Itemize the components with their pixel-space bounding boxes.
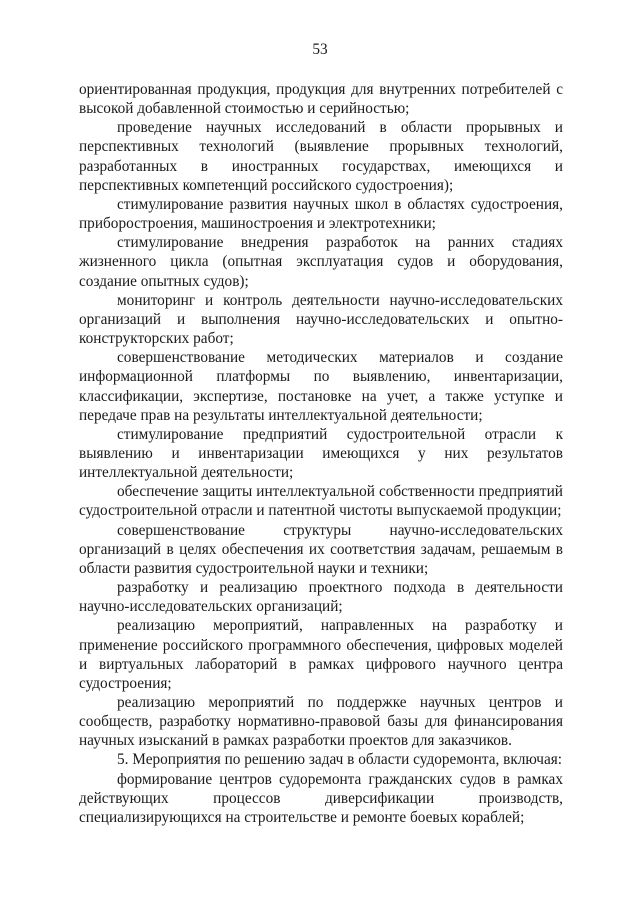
paragraph-scientific-schools: стимулирование развития научных школ в областях судостроения, приборостроения, машиностроения и электротехники;: [79, 195, 563, 233]
section-heading-ship-repair: 5. Мероприятия по решению задач в области судоремонта, включая:: [117, 751, 563, 769]
paragraph-early-stage-development: стимулирование внедрения разработок на ранних стадиях жизненного цикла (опытная эксплуатация судов и оборудования, создание опытных судов);: [79, 234, 563, 290]
paragraph-monitoring: мониторинг и контроль деятельности научно-исследовательских организаций и выполнения научно-исследовательских и опытно-конструкторских работ;: [79, 291, 563, 348]
paragraph-structure-improvement: совершенствование структуры научно-исследовательских организаций в целях обеспечения их соответствия задачам, решаемым в области развития судостроительной науки и техники;: [79, 521, 563, 577]
paragraph-methodical-materials: совершенствование методических материалов и создание информационной платформы по выявлению, инвентаризации, классификации, экспертизе, постановке на учет, а также уступке и передаче прав на результаты интеллектуальной деятельности;: [79, 349, 563, 424]
paragraph-continuation: ориентированная продукция, продукция для внутренних потребителей с высокой добавленной стоимостью и серийностью;: [79, 81, 563, 118]
paragraph-research: проведение научных исследований в области прорывных и перспективных технологий (выявление прорывных технологий, разработанных в иностранных государствах, имеющихся и перспективных компетенций российского судостроения);: [79, 119, 563, 194]
paragraph-enterprise-stimulation: стимулирование предприятий судостроительной отрасли к выявлению и инвентаризации имеющихся у них результатов интеллектуальной деятельности;: [79, 425, 563, 482]
page-number: 53: [312, 41, 328, 58]
paragraph-project-approach: разработку и реализацию проектного подхода в деятельности научно-исследовательских организаций;: [79, 579, 563, 616]
paragraph-scientific-centers: реализацию мероприятий по поддержке научных центров и сообществ, разработку нормативно-правовой базы для финансирования научных изысканий в рамках разработки проектов для заказчиков.: [79, 694, 563, 750]
document-body: [79, 80, 563, 827]
paragraph-ip-protection: обеспечение защиты интеллектуальной собственности предприятий судостроительной отрасли и патентной чистоты выпускаемой продукции;: [79, 483, 563, 520]
paragraph-software-digital: реализацию мероприятий, направленных на разработку и применение российского программного обеспечения, цифровых моделей и виртуальных лабораторий в рамках цифрового научного центра судостроения;: [79, 617, 563, 692]
paragraph-repair-centers: формирование центров судоремонта гражданских судов в рамках действующих процессов диверсификации производств, специализирующихся на строительстве и ремонте боевых кораблей;: [79, 770, 563, 826]
